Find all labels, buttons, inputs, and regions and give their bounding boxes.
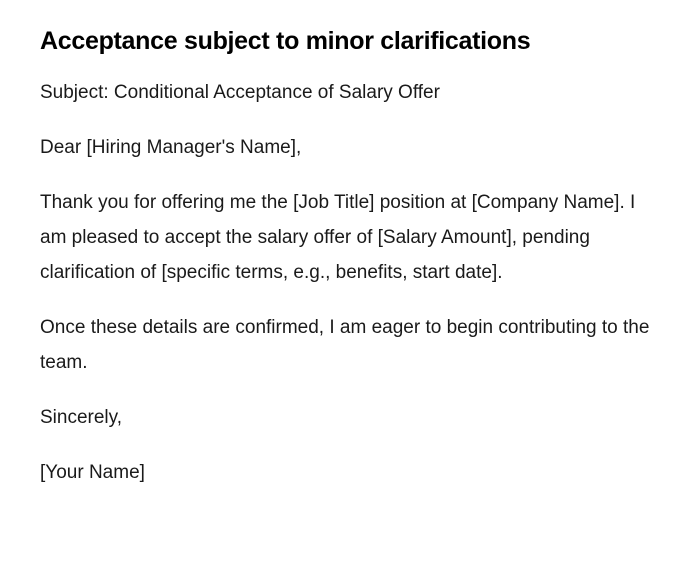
letter-body-paragraph-2: Once these details are confirmed, I am eager to begin contributing to the team. (40, 317, 650, 373)
letter-title: Acceptance subject to minor clarifications (40, 27, 531, 55)
letter-signature: [Your Name] (40, 462, 145, 483)
letter-closing: Sincerely, (40, 407, 123, 428)
letter-salutation: Dear [Hiring Manager's Name], (40, 137, 302, 158)
letter-body-paragraph-1: Thank you for offering me the [Job Title] position at [Company Name]. I am pleased to accept the salary offer of [Salary Amount], pending clarification of [specific terms, e.g., benefits, start date]. (40, 192, 636, 283)
letter-subject-line: Subject: Conditional Acceptance of Salary Offer (40, 82, 440, 103)
